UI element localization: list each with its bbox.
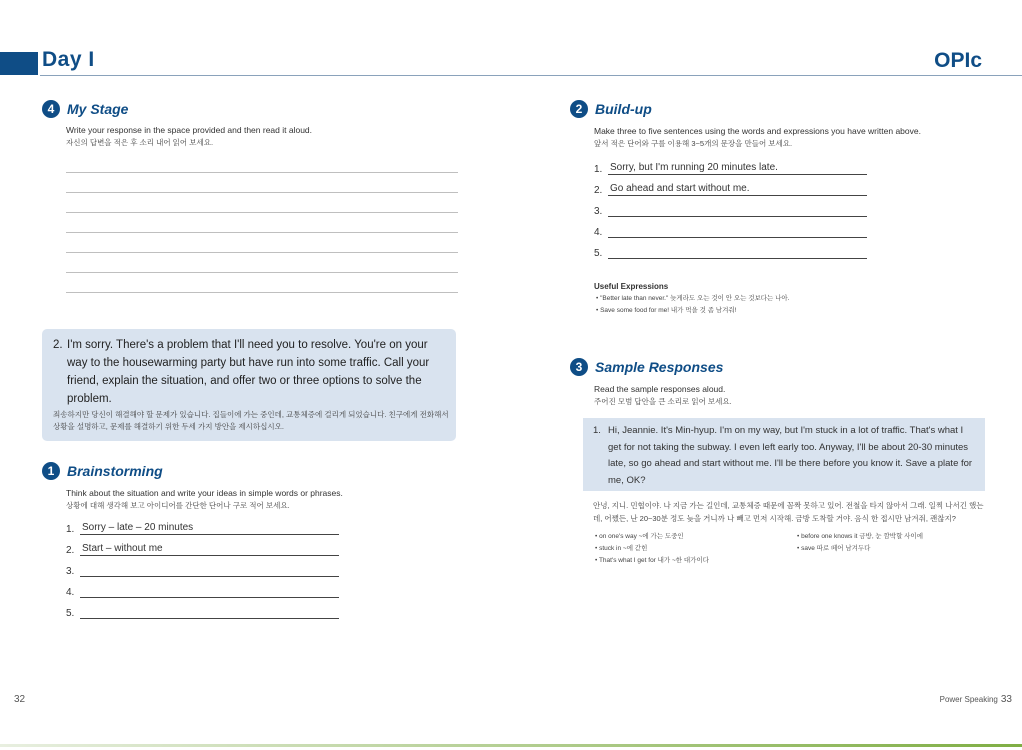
list-item[interactable]: 2. Go ahead and start without me. [594, 181, 867, 196]
list-item[interactable]: 2. Start – without me [66, 541, 339, 556]
section-number-badge: 4 [42, 100, 60, 118]
buildup-heading [570, 100, 652, 118]
vocab-list-right [797, 531, 987, 555]
useful-expression-item: • "Better late than never." 늦게라도 오는 것이 안 오는 것보다는 나아. [596, 295, 790, 302]
list-item[interactable]: 4. [594, 223, 867, 238]
footer-accent-line [0, 744, 1022, 747]
header-accent-bar [0, 52, 38, 75]
writing-line [66, 212, 458, 213]
list-item[interactable]: 4. [66, 583, 339, 598]
vocab-item: • save 따로 떼어 남겨두다 [797, 545, 871, 552]
question-prompt-box [42, 329, 456, 441]
prompt-number: 2. [53, 339, 63, 351]
my-stage-heading [42, 100, 128, 118]
useful-expressions-title: Useful Expressions [594, 282, 669, 291]
useful-expression-item: • Save some food for me! 내가 먹을 것 좀 남겨줘! [596, 307, 737, 314]
my-stage-instruction-en: Write your response in the space provided and then read it aloud. [66, 125, 313, 135]
section-number-badge: 2 [570, 100, 588, 118]
prompt-text-en [53, 336, 449, 408]
vocab-list-left [595, 531, 795, 567]
brainstorming-instruction-en: Think about the situation and write your ideas in simple words or phrases. [66, 488, 343, 498]
prompt-body: I'm sorry. There's a problem that I'll need you to resolve. You're on your way to the housewarming party but have run into some traffic. Call your friend, explain the situation, and offer two or three options to solve the problem. [67, 339, 430, 405]
writing-line [66, 172, 458, 173]
section-number-badge: 1 [42, 462, 60, 480]
section-title: Brainstorming [67, 463, 163, 479]
list-item[interactable]: 3. [594, 202, 867, 217]
page-number-right: 33 [1000, 694, 1012, 705]
buildup-instruction-en: Make three to five sentences using the words and expressions you have written above. [594, 126, 921, 136]
sample-instruction-en: Read the sample responses aloud. [594, 384, 726, 394]
buildup-list [594, 160, 867, 259]
list-item[interactable]: 5. [594, 244, 867, 259]
sample-response-number: 1. [593, 425, 601, 436]
page-number-left: 32 [14, 694, 26, 705]
buildup-instruction-ko: 앞서 적은 단어와 구를 이용해 3~5개의 문장을 만들어 보세요. [594, 139, 793, 148]
brainstorming-heading [42, 462, 163, 480]
vocab-item: • before one knows it 금방, 눈 깜박할 사이에 [797, 533, 923, 540]
list-item[interactable]: 5. [66, 604, 339, 619]
my-stage-instruction-ko: 자신의 답변을 적은 후 소리 내어 읽어 보세요. [66, 138, 214, 147]
day-title: Day I [42, 48, 95, 71]
sample-responses-heading [570, 358, 723, 376]
sample-instruction-ko: 주어진 모범 답안을 큰 소리로 읽어 보세요. [594, 397, 732, 406]
list-item[interactable]: 1. Sorry, but I'm running 20 minutes late. [594, 160, 867, 175]
writing-line [66, 292, 458, 293]
header-divider [40, 75, 1022, 76]
vocab-item: • That's what I get for 내가 ~한 대가이다 [595, 557, 710, 564]
brainstorming-list [66, 520, 339, 619]
footer-label: Power Speaking [939, 695, 998, 704]
section-title: My Stage [67, 101, 129, 117]
writing-line [66, 252, 458, 253]
writing-line [66, 272, 458, 273]
vocab-item: • stuck in ~에 갇힌 [595, 545, 648, 552]
vocab-item: • on one's way ~에 가는 도중인 [595, 533, 684, 540]
writing-area[interactable] [66, 172, 458, 293]
prompt-text-ko: 죄송하지만 당신이 해결해야 할 문제가 있습니다. 집들이에 가는 중인데, 교통체증에 걸리게 되었습니다. 친구에게 전화해서 상황을 설명하고, 문제를 해결하기 위한 두세 가지 방안을 제시하십시오. [53, 410, 449, 431]
section-title: Sample Responses [595, 359, 724, 375]
writing-line [66, 192, 458, 193]
section-title: Build-up [595, 101, 652, 117]
sample-response-en [593, 423, 979, 489]
list-item[interactable]: 1. Sorry – late – 20 minutes [66, 520, 339, 535]
brand-title: OPIc [934, 49, 982, 72]
list-item[interactable]: 3. [66, 562, 339, 577]
page-footer-right [940, 694, 1012, 705]
sample-response-ko: 안녕, 지니. 민협이야. 나 지금 가는 길인데, 교통체증 때문에 꼼짝 못하고 있어. 전철을 타지 않아서 그래. 일찍 나서긴 했는데, 어쨌든, 난 20~30분 정도 늦을 거니까 나 빼고 먼저 시작해. 금방 도착할 거야. 음식 한 접시만 남겨줘, 괜찮지? [593, 501, 984, 523]
writing-line [66, 232, 458, 233]
sample-response-body: Hi, Jeannie. It's Min-hyup. I'm on my way, but I'm stuck in a lot of traffic. That's what I get for not taking the subway. I even left early too. Anyway, I'll be about 20-30 minutes late, so go ahead and start without me. I'll be there before you know it. Save a plate for me, OK? [608, 425, 973, 486]
brainstorming-instruction-ko: 상황에 대해 생각해 보고 아이디어를 간단한 단어나 구로 적어 보세요. [66, 501, 290, 510]
section-number-badge: 3 [570, 358, 588, 376]
sample-response-box [583, 418, 985, 491]
